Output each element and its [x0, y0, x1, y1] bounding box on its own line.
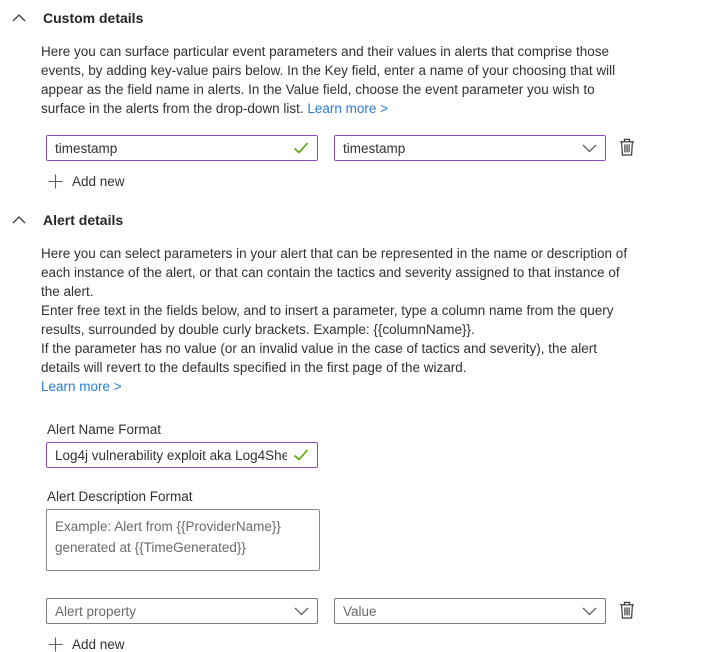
key-input[interactable] — [46, 135, 318, 161]
description-segment: Here you can select parameters in your alert that can be represented in the name or description of each instance of the alert, or that can contain the tactics and severity assigned to that instance of the alert. — [41, 246, 628, 299]
alert-name-format-row — [46, 442, 718, 468]
trash-icon — [619, 138, 635, 159]
plus-icon — [48, 174, 63, 189]
custom-details-row — [46, 135, 718, 161]
description-segment: Enter free text in the fields below, and to insert a parameter, type a column name from the query results, surrounded by double curly brackets. Example: {{columnName}}. — [41, 303, 614, 337]
chevron-up-icon — [12, 13, 26, 23]
delete-row-button[interactable] — [616, 599, 638, 623]
chevron-up-icon — [12, 215, 26, 225]
key-field-wrap — [46, 135, 318, 161]
trash-icon — [619, 601, 635, 622]
alert-description-format-textarea[interactable] — [46, 509, 320, 571]
add-new-label: Add new — [72, 174, 125, 189]
plus-icon — [48, 637, 63, 652]
value-field-wrap — [334, 135, 606, 161]
description-segment: If the parameter has no value (or an invalid value in the case of tactics and severity), the alert details will revert to the defaults specified in the first page of the wizard. — [41, 341, 598, 375]
alert-name-format-label: Alert Name Format — [47, 422, 162, 437]
alert-details-description — [41, 244, 638, 396]
property-value-field-wrap — [334, 598, 606, 624]
alert-name-field-wrap — [46, 442, 318, 468]
learn-more-link[interactable]: Learn more > — [307, 101, 389, 116]
property-value-dropdown[interactable]: Value — [334, 598, 606, 624]
add-new-button-custom[interactable] — [48, 174, 125, 189]
alert-description-format-label: Alert Description Format — [47, 489, 193, 504]
learn-more-link[interactable]: Learn more > — [41, 379, 122, 394]
delete-row-button[interactable] — [616, 136, 638, 160]
custom-details-description: Here you can surface particular event parameters and their values in alerts that comprise those events, by adding key-value pairs below. In the Key field, enter a name of your choosing that will appear as the field name in alerts. In the Value field, choose the event parameter you wish to surface in the alerts from the drop-down list. Learn more > — [41, 44, 616, 116]
alert-property-row — [46, 598, 718, 624]
value-dropdown[interactable]: timestamp — [334, 135, 606, 161]
alert-property-field-wrap — [46, 598, 318, 624]
alert-details-section-header[interactable] — [12, 212, 718, 228]
section-title: Alert details — [43, 212, 124, 228]
section-title: Custom details — [43, 10, 144, 26]
custom-details-section-header[interactable] — [12, 10, 718, 26]
add-new-button-alert[interactable] — [48, 637, 125, 652]
add-new-label: Add new — [72, 637, 125, 652]
alert-name-format-input[interactable] — [46, 442, 318, 468]
alert-property-dropdown[interactable]: Alert property — [46, 598, 318, 624]
